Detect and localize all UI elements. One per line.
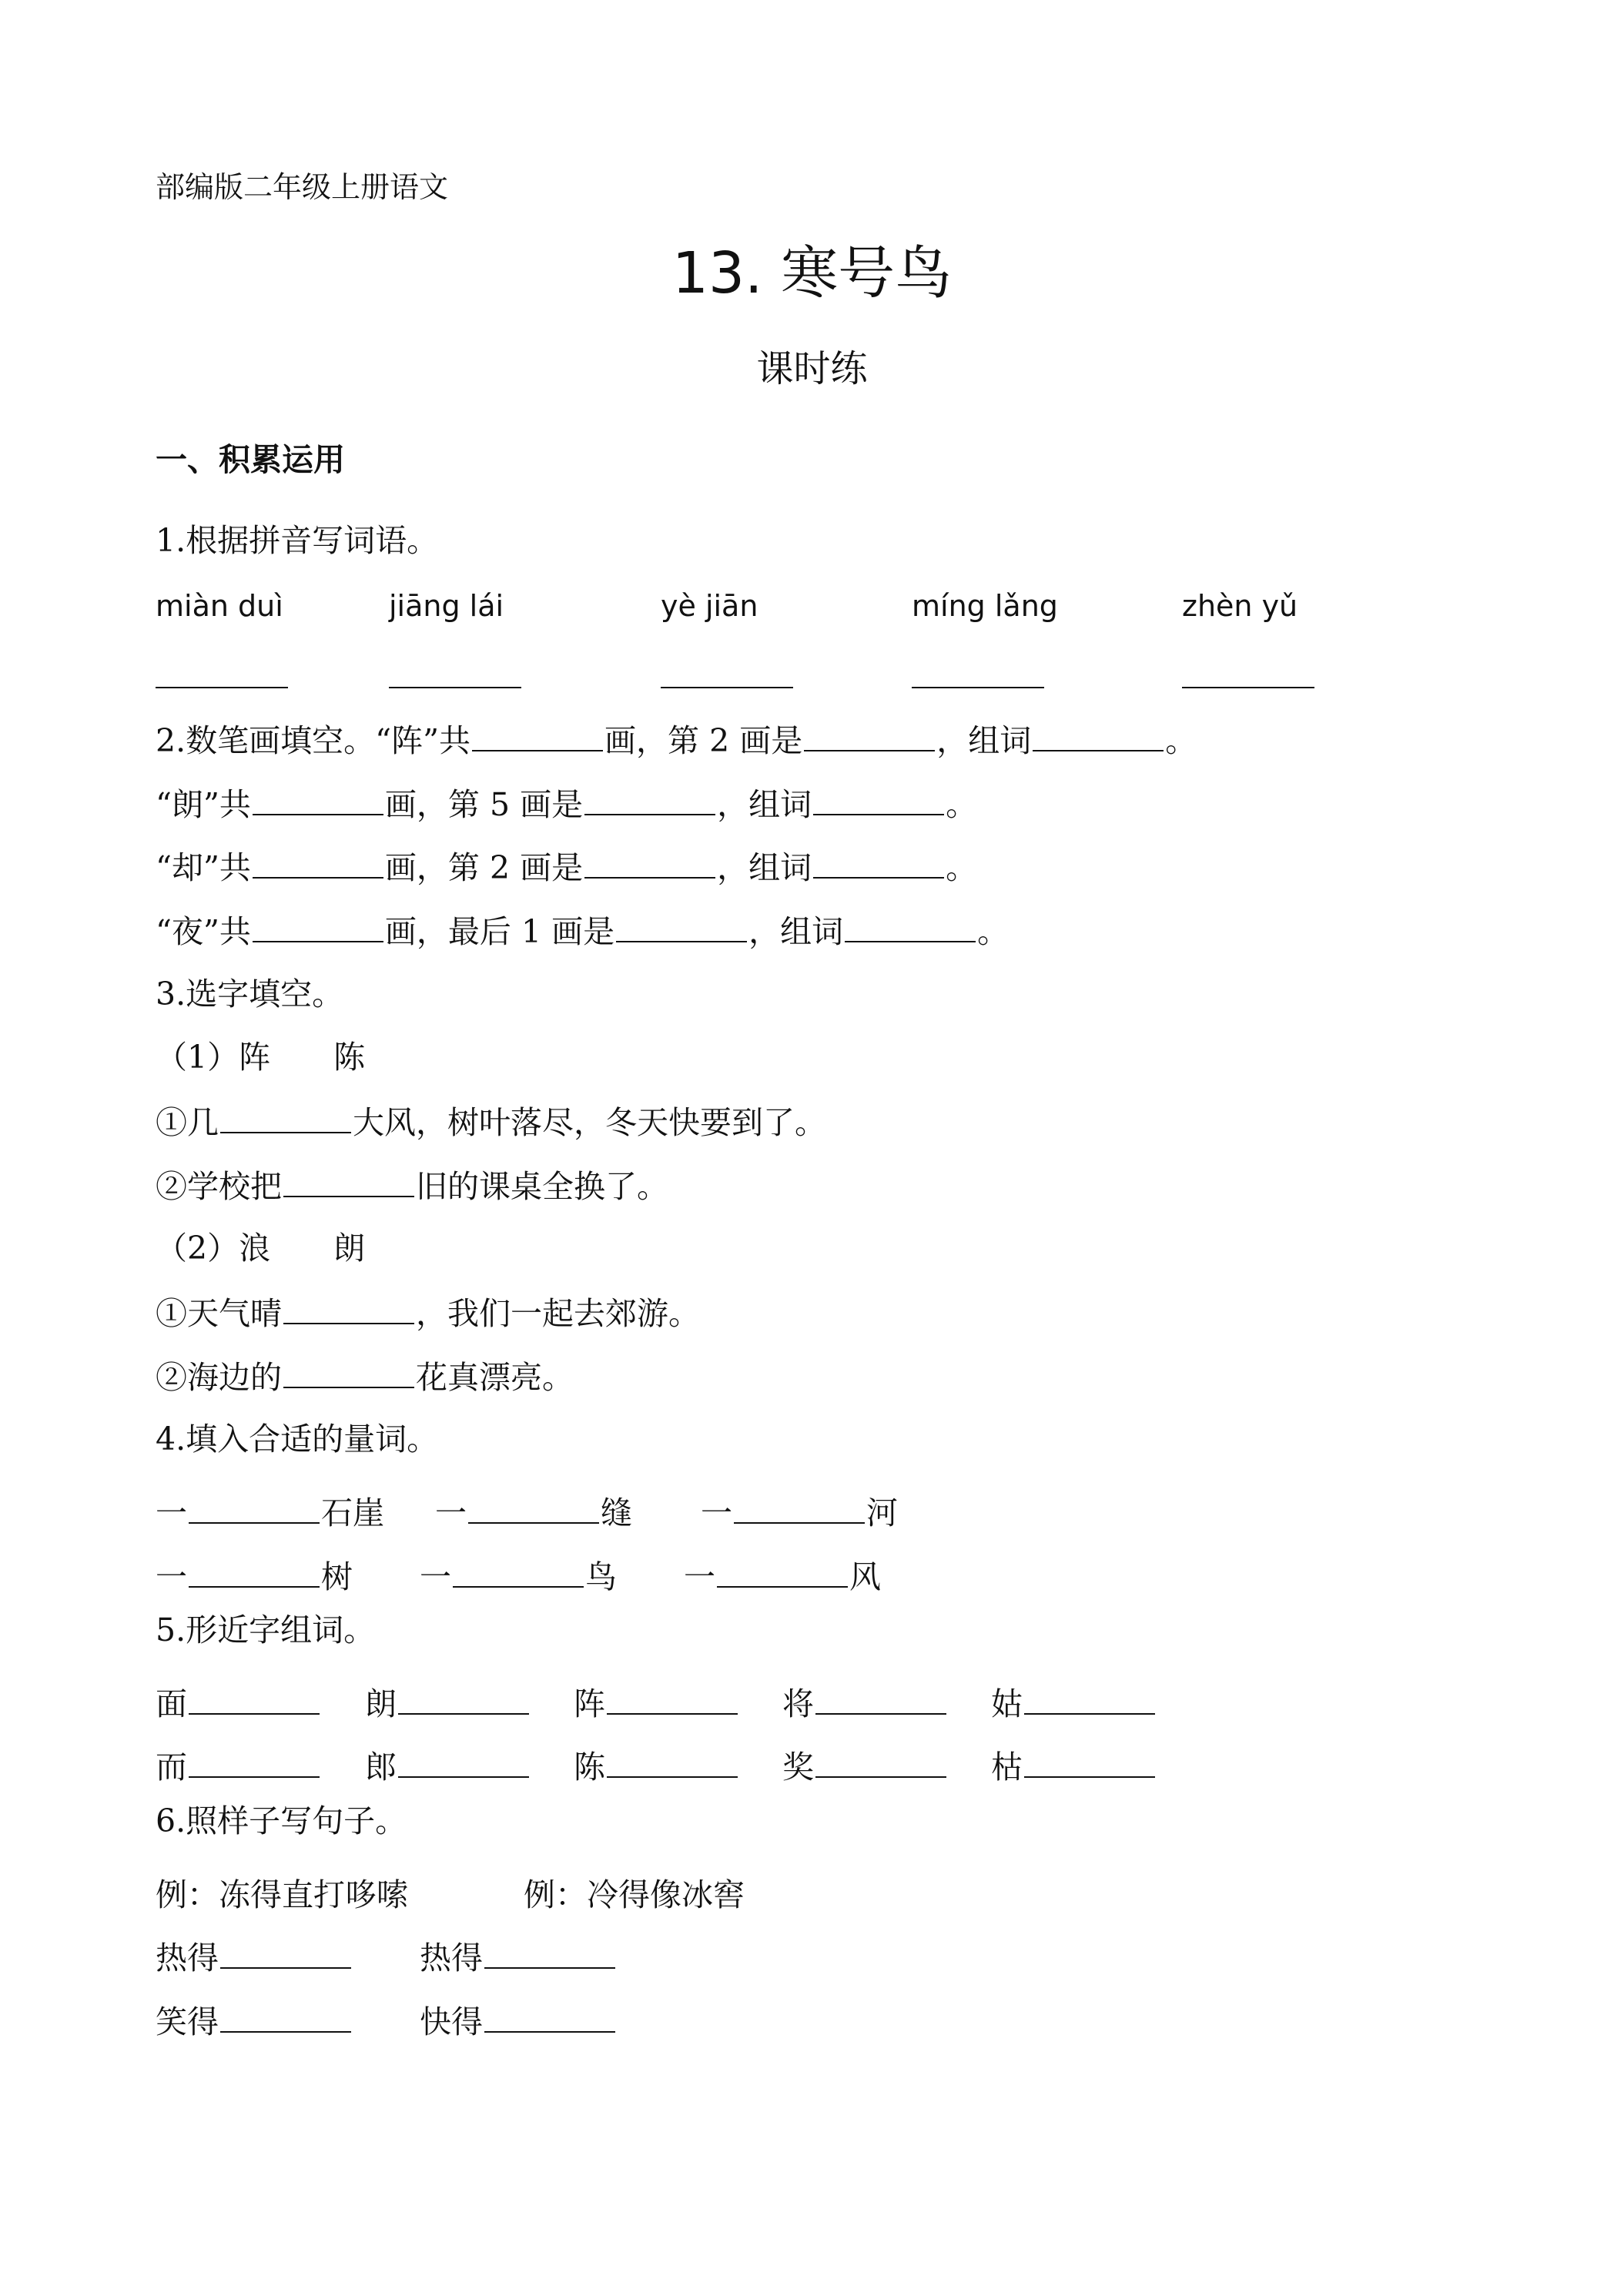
text: 石崖 bbox=[321, 1494, 384, 1531]
answer-blank[interactable] bbox=[484, 1941, 615, 1969]
sentence-item bbox=[156, 1996, 353, 2042]
text: 风 bbox=[849, 1558, 881, 1595]
answer-blank[interactable] bbox=[661, 687, 793, 688]
question-6-prompt: 6.照样子写句子。 bbox=[156, 1802, 407, 1839]
question-5-prompt: 5.形近字组词。 bbox=[156, 1612, 376, 1648]
question-3-item bbox=[156, 1361, 574, 1394]
text: “夜”共 bbox=[156, 913, 251, 950]
text: 鸟 bbox=[585, 1558, 617, 1595]
text: 热得 bbox=[420, 1940, 483, 1976]
text: 花真漂亮。 bbox=[416, 1359, 574, 1396]
text: 树 bbox=[321, 1558, 353, 1595]
text: ，组词 bbox=[717, 786, 812, 823]
question-4-prompt: 4.填入合适的量词。 bbox=[156, 1421, 439, 1458]
answer-blank[interactable] bbox=[253, 788, 383, 815]
answer-blank[interactable] bbox=[912, 687, 1044, 688]
similar-char-item bbox=[991, 1742, 1157, 1787]
answer-blank[interactable] bbox=[1024, 1687, 1155, 1715]
text: ，我们一起去郊游。 bbox=[416, 1295, 700, 1332]
answer-blank[interactable] bbox=[607, 1750, 738, 1778]
answer-blank[interactable] bbox=[1033, 724, 1164, 751]
text: 面 bbox=[156, 1685, 187, 1722]
page-subtitle: 课时练 bbox=[756, 347, 868, 390]
question-3-prompt: 3.选字填空。 bbox=[156, 976, 344, 1012]
sentence-item bbox=[420, 1996, 617, 2042]
measure-word-item bbox=[156, 1488, 384, 1533]
pinyin-1: miàn duì bbox=[156, 589, 283, 623]
pinyin-4: míng lǎng bbox=[912, 589, 1058, 623]
measure-word-item bbox=[701, 1488, 898, 1533]
answer-blank[interactable] bbox=[813, 851, 944, 879]
text: 大风，树叶落尽，冬天快要到了。 bbox=[353, 1104, 826, 1141]
answer-blank[interactable] bbox=[484, 2005, 615, 2033]
similar-char-item bbox=[156, 1742, 321, 1787]
text: 朗 bbox=[365, 1685, 397, 1722]
text: ②学校把 bbox=[156, 1168, 282, 1205]
answer-blank[interactable] bbox=[283, 1297, 414, 1324]
answer-blank[interactable] bbox=[189, 1560, 320, 1588]
answer-blank[interactable] bbox=[472, 724, 603, 751]
answer-blank[interactable] bbox=[717, 1560, 848, 1588]
answer-blank[interactable] bbox=[253, 851, 383, 879]
measure-word-item bbox=[435, 1488, 632, 1533]
similar-char-item bbox=[782, 1678, 948, 1724]
section-heading: 一、积累运用 bbox=[156, 441, 345, 478]
text: 画，最后 1 画是 bbox=[384, 913, 615, 950]
text: 河 bbox=[866, 1494, 898, 1531]
text: 缝 bbox=[601, 1494, 632, 1531]
text: 一 bbox=[435, 1494, 467, 1531]
text: 姑 bbox=[991, 1685, 1023, 1722]
answer-blank[interactable] bbox=[220, 1106, 351, 1133]
pinyin-3: yè jiān bbox=[661, 589, 758, 623]
text: ，组词 bbox=[748, 913, 844, 950]
text: 阵 bbox=[574, 1685, 605, 1722]
question-3-item bbox=[156, 1297, 700, 1330]
answer-blank[interactable] bbox=[189, 1750, 320, 1778]
answer-blank[interactable] bbox=[616, 915, 747, 942]
question-2-line-2 bbox=[156, 788, 977, 821]
text: 。 bbox=[1165, 722, 1197, 759]
text: 一 bbox=[156, 1494, 187, 1531]
measure-word-item bbox=[156, 1551, 353, 1597]
answer-blank[interactable] bbox=[220, 2005, 351, 2033]
similar-char-item bbox=[365, 1678, 531, 1724]
question-3-item bbox=[156, 1170, 668, 1203]
header-text: 部编版二年级上册语文 bbox=[156, 170, 449, 204]
text: ，组词 bbox=[717, 849, 812, 886]
sentence-item bbox=[156, 1933, 353, 1978]
text: 画，第 2 画是 bbox=[604, 722, 803, 759]
similar-char-item bbox=[156, 1678, 321, 1724]
text: 郎 bbox=[365, 1749, 397, 1786]
answer-blank[interactable] bbox=[283, 1361, 414, 1388]
question-1-prompt: 1.根据拼音写词语。 bbox=[156, 522, 439, 559]
text: “朗”共 bbox=[156, 786, 251, 823]
answer-blank[interactable] bbox=[253, 915, 383, 942]
answer-blank[interactable] bbox=[468, 1496, 599, 1524]
question-3-group-2: （2）浪 朗 bbox=[156, 1230, 366, 1267]
page-title: 13. 寒号鸟 bbox=[671, 240, 953, 306]
question-2-line-4 bbox=[156, 915, 1009, 948]
answer-blank[interactable] bbox=[1182, 687, 1314, 688]
sentence-item bbox=[420, 1933, 617, 1978]
text: 一 bbox=[701, 1494, 732, 1531]
answer-blank[interactable] bbox=[584, 788, 715, 815]
question-3-group-1: （1）阵 陈 bbox=[156, 1039, 366, 1076]
text: 。 bbox=[946, 786, 978, 823]
text: 陈 bbox=[574, 1749, 605, 1786]
answer-blank[interactable] bbox=[398, 1750, 529, 1778]
answer-blank[interactable] bbox=[398, 1687, 529, 1715]
question-2-line-3 bbox=[156, 851, 977, 884]
answer-blank[interactable] bbox=[607, 1687, 738, 1715]
text: 画，第 5 画是 bbox=[384, 786, 584, 823]
text: ①天气晴 bbox=[156, 1295, 282, 1332]
text: 一 bbox=[156, 1558, 187, 1595]
text: 画，第 2 画是 bbox=[384, 849, 584, 886]
text: 一 bbox=[420, 1558, 451, 1595]
text: 热得 bbox=[156, 1940, 219, 1976]
example-2: 例：冷得像冰窖 bbox=[524, 1876, 745, 1913]
pinyin-5: zhèn yǔ bbox=[1182, 589, 1298, 623]
answer-blank[interactable] bbox=[453, 1560, 584, 1588]
text: 枯 bbox=[991, 1749, 1023, 1786]
answer-blank[interactable] bbox=[813, 788, 944, 815]
answer-blank[interactable] bbox=[389, 687, 521, 688]
similar-char-item bbox=[574, 1678, 739, 1724]
text: ②海边的 bbox=[156, 1359, 282, 1396]
similar-char-item bbox=[574, 1742, 739, 1787]
text: “却”共 bbox=[156, 849, 251, 886]
text: 将 bbox=[782, 1685, 814, 1722]
answer-blank[interactable] bbox=[220, 1941, 351, 1969]
answer-blank[interactable] bbox=[189, 1496, 320, 1524]
similar-char-item bbox=[365, 1742, 531, 1787]
answer-blank[interactable] bbox=[804, 724, 935, 751]
text: ①几 bbox=[156, 1104, 219, 1141]
text: 2.数笔画填空。“阵”共 bbox=[156, 722, 471, 759]
similar-char-item bbox=[991, 1678, 1157, 1724]
text: 旧的课桌全换了。 bbox=[416, 1168, 668, 1205]
text: 。 bbox=[946, 849, 978, 886]
text: 而 bbox=[156, 1749, 187, 1786]
answer-blank[interactable] bbox=[845, 915, 976, 942]
answer-blank[interactable] bbox=[815, 1750, 946, 1778]
question-3-item bbox=[156, 1106, 826, 1139]
text: 奖 bbox=[782, 1749, 814, 1786]
pinyin-2: jiāng lái bbox=[389, 589, 504, 623]
text: 一 bbox=[684, 1558, 715, 1595]
answer-blank[interactable] bbox=[189, 1687, 320, 1715]
answer-blank[interactable] bbox=[156, 687, 288, 688]
measure-word-item bbox=[420, 1551, 617, 1597]
answer-blank[interactable] bbox=[584, 851, 715, 879]
text: 。 bbox=[977, 913, 1010, 950]
question-2-line-1 bbox=[156, 724, 1197, 757]
text: 快得 bbox=[420, 2003, 483, 2040]
similar-char-item bbox=[782, 1742, 948, 1787]
answer-blank[interactable] bbox=[1024, 1750, 1155, 1778]
text: ，组词 bbox=[936, 722, 1032, 759]
measure-word-item bbox=[684, 1551, 881, 1597]
answer-blank[interactable] bbox=[283, 1170, 414, 1197]
example-1: 例：冻得直打哆嗦 bbox=[156, 1876, 408, 1913]
answer-blank[interactable] bbox=[734, 1496, 865, 1524]
text: 笑得 bbox=[156, 2003, 219, 2040]
answer-blank[interactable] bbox=[815, 1687, 946, 1715]
